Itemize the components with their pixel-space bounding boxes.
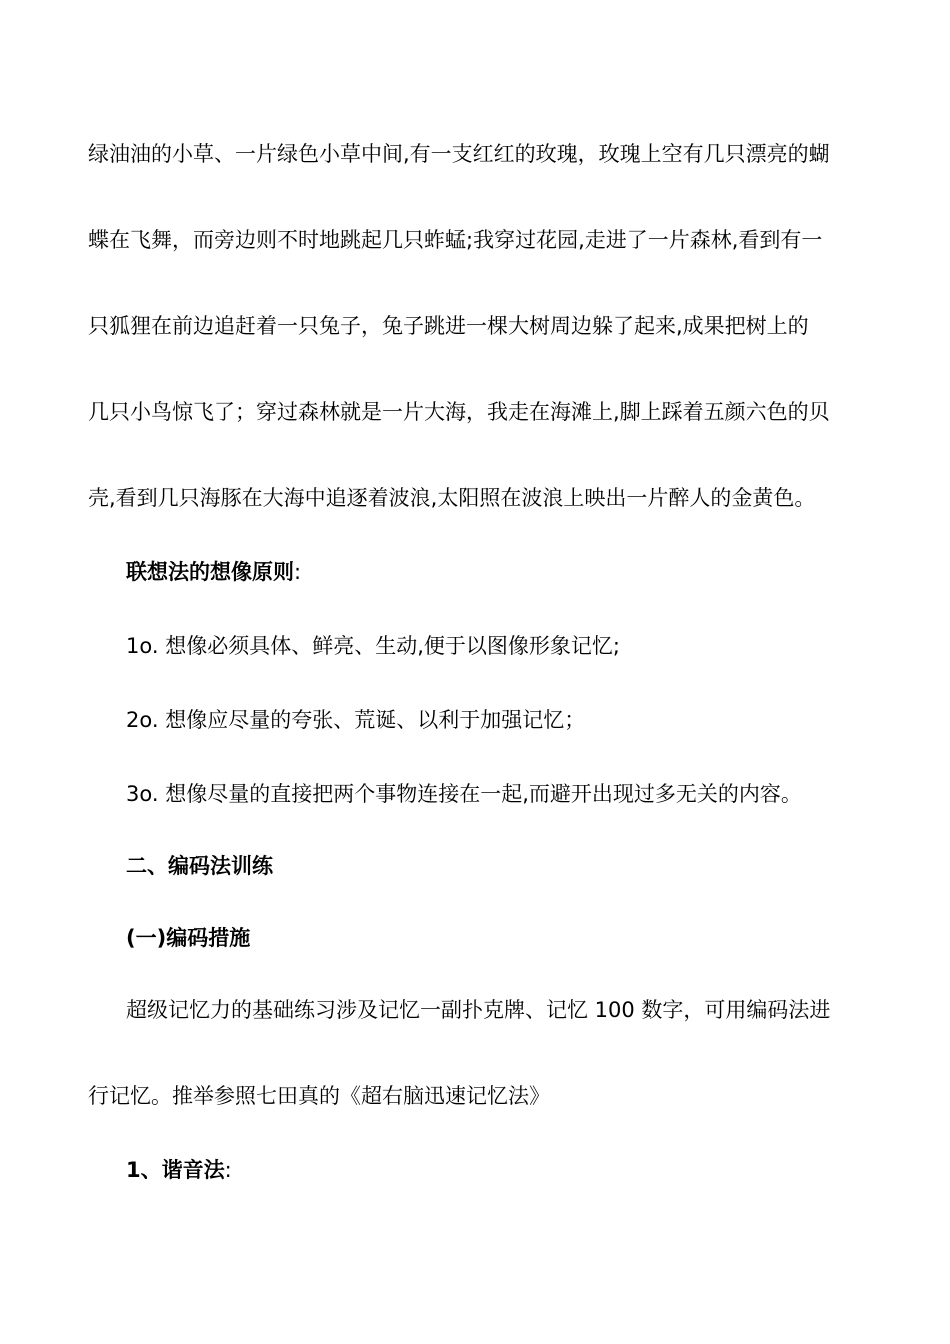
- paragraph-line: 绿油油的小草、一片绿色小草中间,有一支红红的玫瑰，玫瑰上空有几只漂亮的蝴: [88, 142, 830, 166]
- paragraph-line: 蝶在飞舞，而旁边则不时地跳起几只蚱蜢;我穿过花园,走进了一片森林,看到有一: [88, 228, 823, 252]
- paragraph-line: 几只小鸟惊飞了；穿过森林就是一片大海，我走在海滩上,脚上踩着五颜六色的贝: [88, 400, 830, 424]
- section-heading: 二、编码法训练: [126, 854, 273, 878]
- item-heading-text: 1、谐音法: [126, 1158, 225, 1182]
- principle-item: 3o. 想像尽量的直接把两个事物连接在一起,而避开出现过多无关的内容。: [126, 782, 802, 806]
- paragraph-line: 壳,看到几只海豚在大海中追逐着波浪,太阳照在波浪上映出一片醉人的金黄色。: [88, 486, 816, 510]
- paragraph-line: 行记忆。推举参照七田真的《超右脑迅速记忆法》: [88, 1084, 550, 1108]
- principles-heading: [126, 558, 868, 586]
- paragraph-line: 只狐狸在前边追赶着一只兔子，兔子跳进一棵大树周边躲了起来,成果把树上的: [88, 314, 809, 338]
- principles-heading-colon: :: [294, 560, 302, 584]
- principles-heading-text: 联想法的想像原则: [126, 560, 294, 584]
- paragraph-line: 超级记忆力的基础练习涉及记忆一副扑克牌、记忆 100 数字，可用编码法进: [126, 998, 831, 1022]
- principle-item: 1o. 想像必须具体、鲜亮、生动,便于以图像形象记忆;: [126, 634, 620, 658]
- item-heading: [126, 1156, 868, 1184]
- item-heading-colon: :: [224, 1158, 232, 1182]
- principle-item: 2o. 想像应尽量的夸张、荒诞、以利于加强记忆；: [126, 708, 586, 732]
- section-subheading: (一)编码措施: [126, 926, 251, 950]
